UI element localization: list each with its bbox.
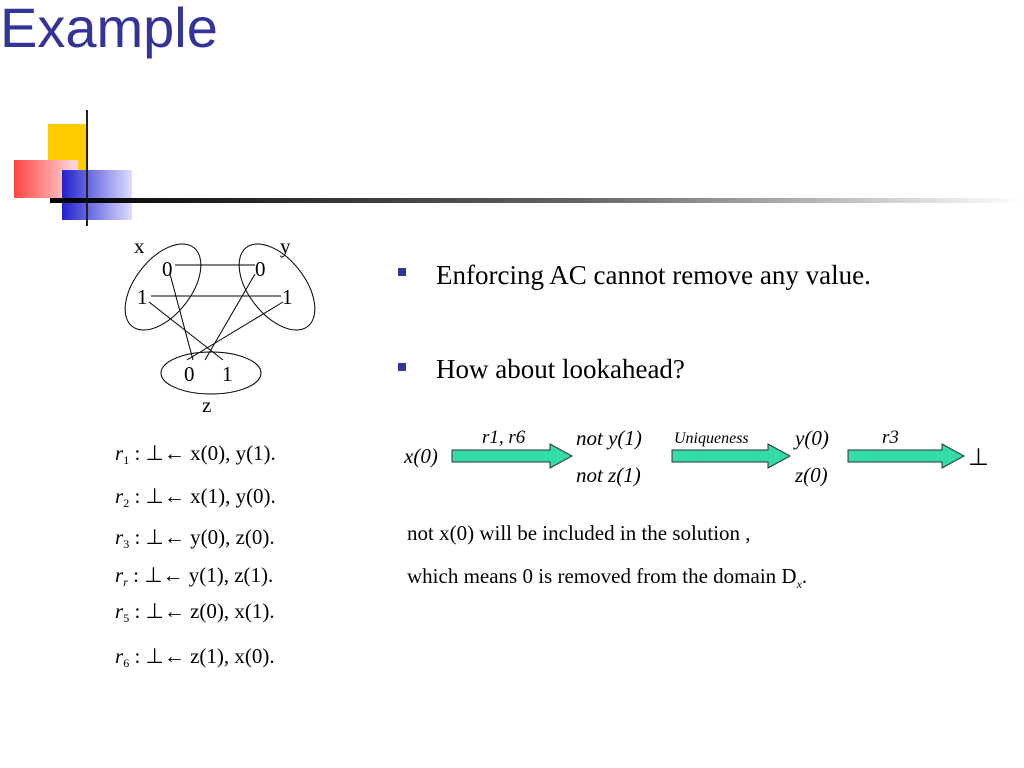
variable-y-label: y bbox=[280, 234, 291, 258]
arrow-3 bbox=[848, 444, 964, 468]
rule-row: $r_1$ : ⊥← x(0), y(1). bbox=[115, 441, 276, 467]
bullet-text: How about lookahead? bbox=[436, 354, 685, 384]
arrow-3-label: r3 bbox=[882, 427, 899, 448]
conclusion-line-1: not x(0) will be included in the solution , bbox=[407, 521, 751, 545]
arrow-2-label: Uniqueness bbox=[674, 430, 749, 447]
slide-title: Example bbox=[0, 0, 218, 59]
step2-line2: z(0) bbox=[795, 463, 828, 487]
constraint-graph bbox=[105, 230, 325, 420]
variable-z-label: z bbox=[202, 393, 212, 417]
rule-row: $r_3$ : ⊥← y(0), z(0). bbox=[115, 525, 275, 551]
derivation-start: x(0) bbox=[404, 444, 438, 468]
y-value-0: 0 bbox=[255, 257, 266, 281]
step2-line1: y(0) bbox=[795, 426, 829, 450]
z-value-0: 0 bbox=[184, 362, 195, 386]
z-value-1: 1 bbox=[222, 362, 233, 386]
bullet-text: Enforcing AC cannot remove any value. bbox=[436, 260, 871, 290]
variable-x-label: x bbox=[134, 234, 145, 258]
step1-line1: not y(1) bbox=[576, 426, 642, 450]
arrow-2 bbox=[672, 444, 790, 468]
step1-line2: not z(1) bbox=[576, 463, 641, 487]
rule-row: $r_2$ : ⊥← x(1), y(0). bbox=[115, 484, 276, 510]
arrow-1-label: r1, r6 bbox=[482, 427, 526, 448]
bullet-marker bbox=[398, 363, 406, 371]
x-value-0: 0 bbox=[162, 257, 173, 281]
slide-logo bbox=[10, 108, 140, 228]
conclusion-line-2: which means 0 is removed from the domain $D_x$. bbox=[407, 564, 808, 591]
y-value-1: 1 bbox=[282, 285, 293, 309]
x-value-1: 1 bbox=[137, 285, 148, 309]
bottom-symbol: ⊥ bbox=[968, 445, 989, 471]
title-underline bbox=[50, 196, 1024, 208]
rule-row: $r_r$ : ⊥← y(1), z(1). bbox=[115, 563, 274, 589]
rule-row: $r_5$ : ⊥← z(0), x(1). bbox=[115, 599, 275, 625]
bullet-marker bbox=[398, 268, 406, 276]
rule-row: $r_6$ : ⊥← z(1), x(0). bbox=[115, 644, 275, 670]
